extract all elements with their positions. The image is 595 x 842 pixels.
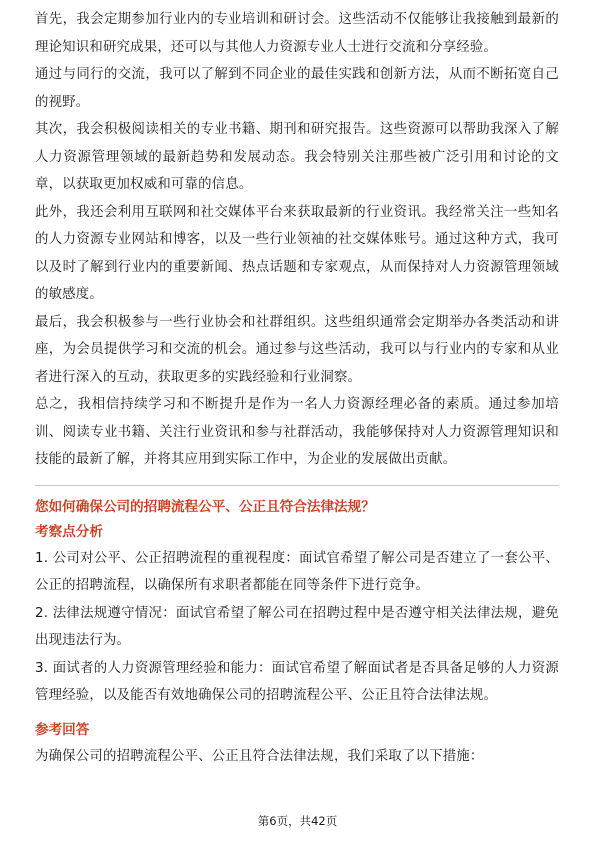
analysis-item-1: 1. 公司对公平、公正招聘流程的重视程度：面试官希望了解公司是否建立了一套公平、公正的招聘流程，以确保所有求职者都能在同等条件下进行竞争。 [35,550,559,593]
document-page [35,6,559,770]
analysis-item-3: 3. 面试者的人力资源管理经验和能力：面试官希望了解面试者是否具备足够的人力资源管理经验，以及能否有效地确保公司的招聘流程公平、公正且符合法律法规。 [35,660,559,703]
analysis-item-2: 2. 法律法规遵守情况：面试官希望了解公司在招聘过程中是否遵守相关法律法规，避免出现违法行为。 [35,605,559,648]
intro-paragraph-2: 通过与同行的交流，我可以了解到不同企业的最佳实践和创新方法，从而不断拓宽自己的视野。 [35,67,559,110]
intro-paragraph-4: 此外，我还会利用互联网和社交媒体平台来获取最新的行业资讯。我经常关注一些知名的人力资源专业网站和博客，以及一些行业领袖的社交媒体账号。通过这种方式，我可以及时了解到行业内的重要新闻、热点话题和专家观点，从而保持对人力资源管理领域的敏感度。 [35,204,559,302]
answer-heading: 参考回答 [35,721,90,738]
page-number: 第6页，共42页 [257,814,338,828]
answer-intro: 为确保公司的招聘流程公平、公正且符合法律法规，我们采取了以下措施： [35,748,484,764]
intro-paragraph-3: 其次，我会积极阅读相关的专业书籍、期刊和研究报告。这些资源可以帮助我深入了解人力资源管理领域的最新趋势和发展动态。我会特别关注那些被广泛引用和讨论的文章，以获取更加权威和可靠的信息。 [35,122,559,192]
intro-paragraph-1: 首先，我会定期参加行业内的专业培训和研讨会。这些活动不仅能够让我接触到最新的理论知识和研究成果，还可以与其他人力资源专业人士进行交流和分享经验。 [35,12,559,55]
analysis-heading: 考察点分析 [35,523,103,540]
question-title: 您如何确保公司的招聘流程公平、公正且符合法律法规？ [35,498,375,515]
section-divider [35,485,559,486]
intro-paragraph-5: 最后，我会积极参与一些行业协会和社群组织。这些组织通常会定期举办各类活动和讲座，为会员提供学习和交流的机会。通过参与这些活动，我可以与行业内的专家和从业者进行深入的互动，获取更多的实践经验和行业洞察。 [35,314,559,385]
intro-paragraph-6: 总之，我相信持续学习和不断提升是作为一名人力资源经理必备的素质。通过参加培训、阅读专业书籍、关注行业资讯和参与社群活动，我能够保持对人力资源管理知识和技能的最新了解，并将其应用到实际工作中，为企业的发展做出贡献。 [35,397,559,467]
